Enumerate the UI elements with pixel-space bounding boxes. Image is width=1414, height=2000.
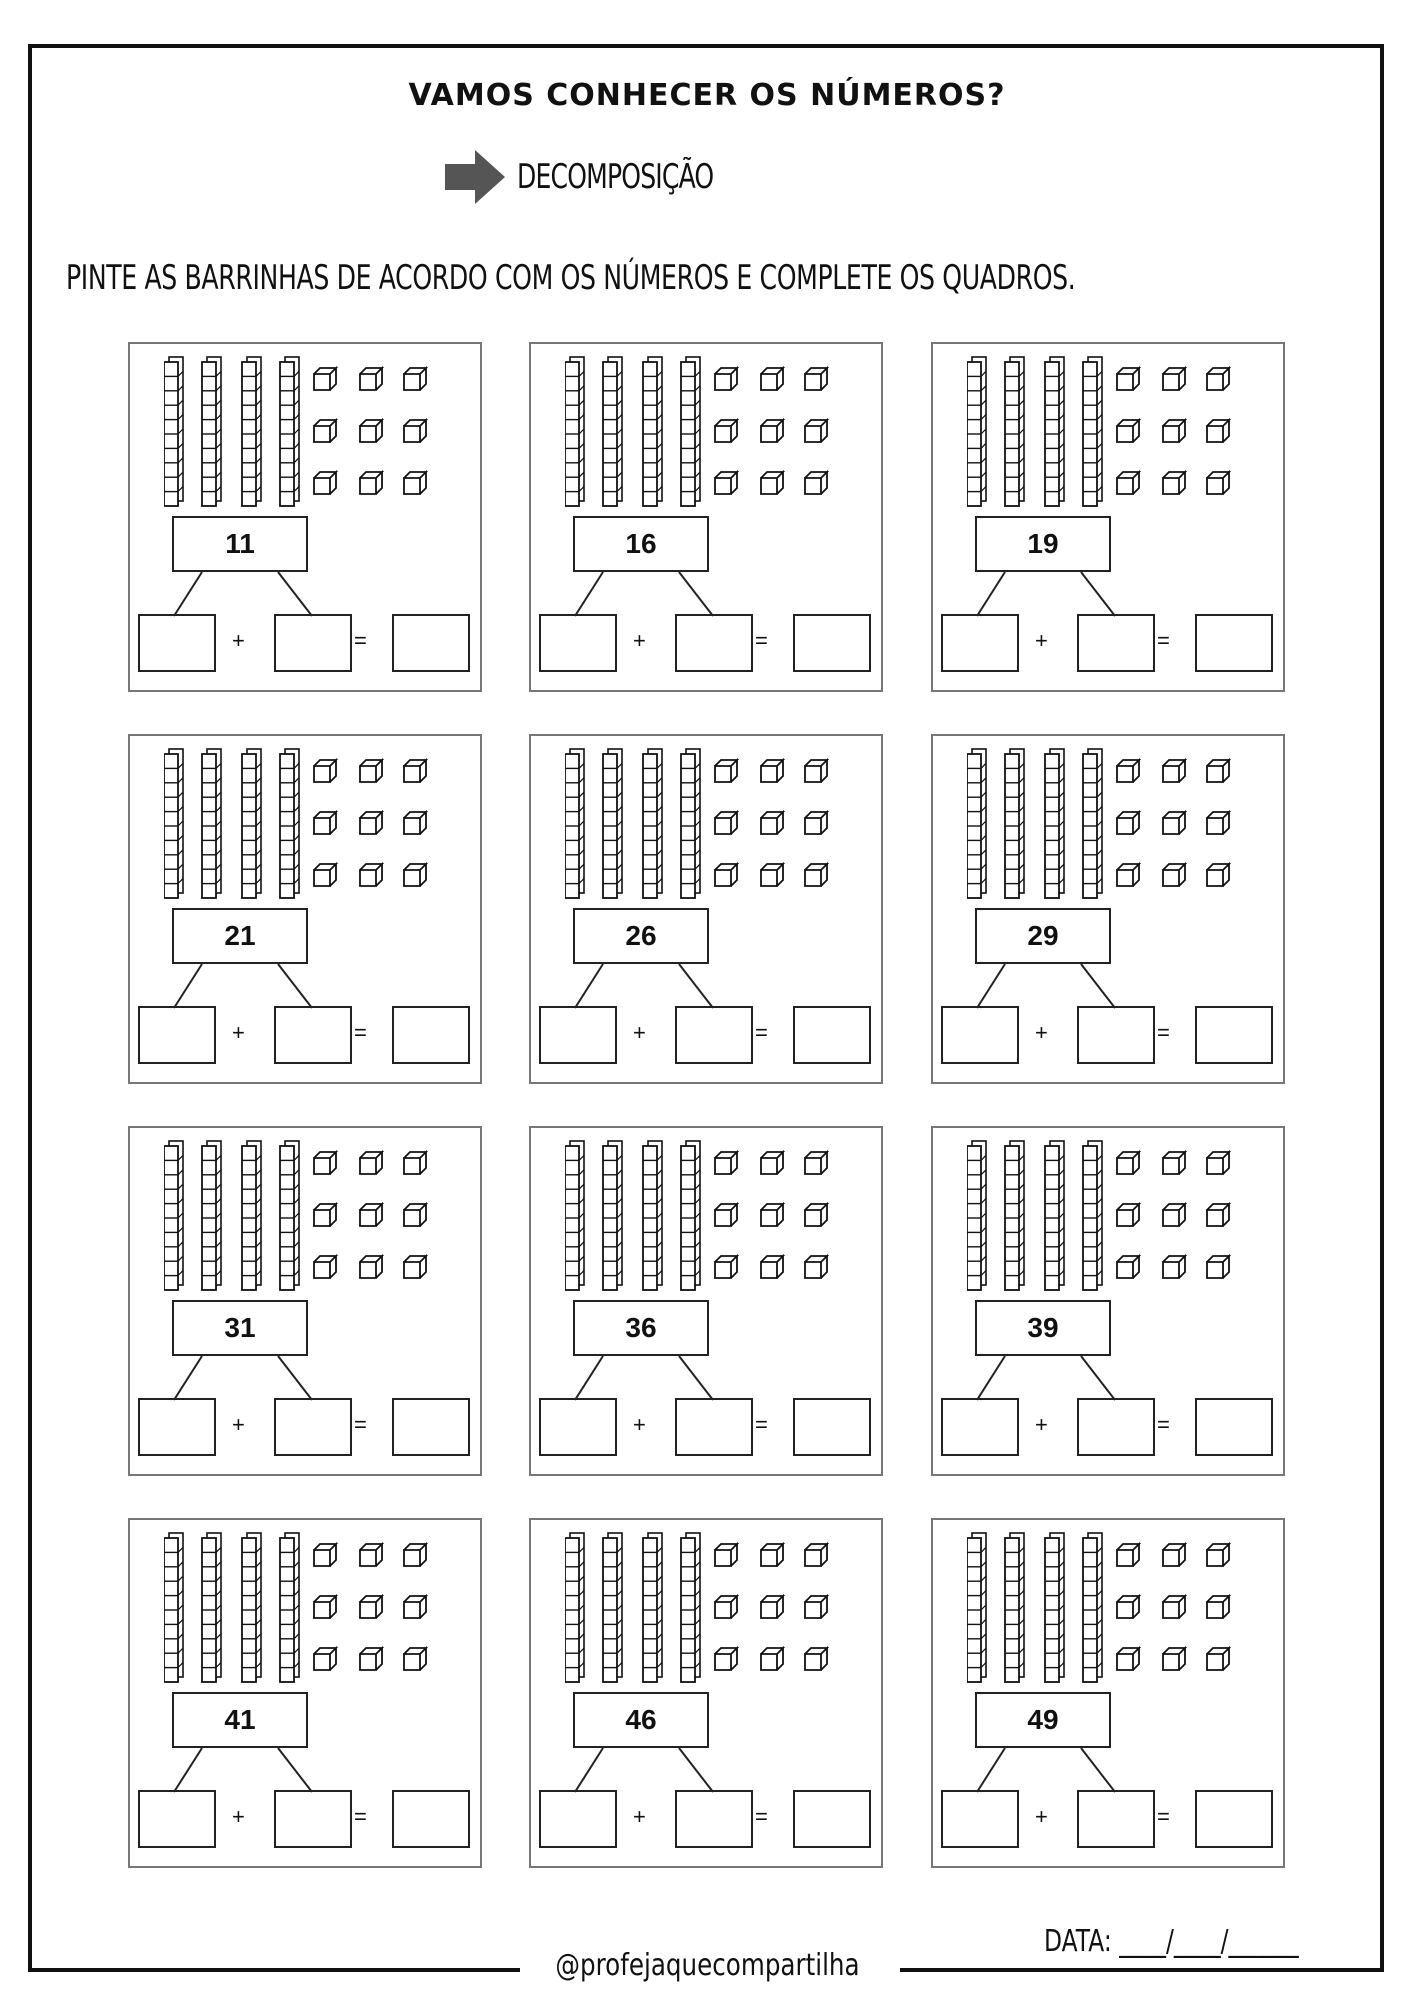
- total-answer-box[interactable]: [793, 614, 871, 672]
- target-number: 46: [573, 1692, 709, 1748]
- units-answer-box[interactable]: [1077, 1790, 1155, 1848]
- target-number: 39: [975, 1300, 1111, 1356]
- equals-sign: =: [1157, 1020, 1170, 1045]
- total-answer-box[interactable]: [793, 1398, 871, 1456]
- tens-answer-box[interactable]: [941, 1006, 1019, 1064]
- total-answer-box[interactable]: [1195, 1790, 1273, 1848]
- tens-answer-box[interactable]: [539, 1398, 617, 1456]
- exercise-card: [931, 734, 1285, 1084]
- exercise-card: [128, 342, 482, 692]
- total-answer-box[interactable]: [793, 1790, 871, 1848]
- target-number: 36: [573, 1300, 709, 1356]
- plus-sign: +: [1035, 1804, 1048, 1829]
- exercise-card: [529, 734, 883, 1084]
- target-number: 49: [975, 1692, 1111, 1748]
- plus-sign: +: [232, 1020, 245, 1045]
- tens-answer-box[interactable]: [539, 1006, 617, 1064]
- equals-sign: =: [354, 1804, 367, 1829]
- equals-sign: =: [755, 628, 768, 653]
- total-answer-box[interactable]: [793, 1006, 871, 1064]
- target-number: 31: [172, 1300, 308, 1356]
- plus-sign: +: [633, 1412, 646, 1437]
- equals-sign: =: [1157, 1412, 1170, 1437]
- tens-answer-box[interactable]: [539, 1790, 617, 1848]
- equals-sign: =: [354, 1412, 367, 1437]
- target-number: 26: [573, 908, 709, 964]
- equals-sign: =: [755, 1412, 768, 1437]
- plus-sign: +: [633, 1804, 646, 1829]
- subtitle-row: [445, 150, 756, 204]
- equals-sign: =: [354, 1020, 367, 1045]
- exercise-card: [529, 342, 883, 692]
- units-answer-box[interactable]: [675, 1790, 753, 1848]
- plus-sign: +: [1035, 1412, 1048, 1437]
- subtitle: DECOMPOSIÇÃO: [517, 157, 714, 197]
- plus-sign: +: [633, 628, 646, 653]
- units-answer-box[interactable]: [274, 1790, 352, 1848]
- equals-sign: =: [755, 1804, 768, 1829]
- total-answer-box[interactable]: [392, 614, 470, 672]
- units-answer-box[interactable]: [274, 1398, 352, 1456]
- equals-sign: =: [1157, 628, 1170, 653]
- units-answer-box[interactable]: [1077, 1398, 1155, 1456]
- tens-answer-box[interactable]: [138, 1790, 216, 1848]
- exercise-card: [931, 1518, 1285, 1868]
- exercise-card: [529, 1126, 883, 1476]
- total-answer-box[interactable]: [1195, 1398, 1273, 1456]
- total-answer-box[interactable]: [392, 1006, 470, 1064]
- equals-sign: =: [755, 1020, 768, 1045]
- arrow-right-icon: [445, 150, 505, 204]
- plus-sign: +: [1035, 628, 1048, 653]
- plus-sign: +: [232, 1804, 245, 1829]
- plus-sign: +: [232, 1412, 245, 1437]
- target-number: 16: [573, 516, 709, 572]
- exercise-card: [931, 1126, 1285, 1476]
- units-answer-box[interactable]: [1077, 1006, 1155, 1064]
- target-number: 19: [975, 516, 1111, 572]
- units-answer-box[interactable]: [274, 1006, 352, 1064]
- exercise-card: [128, 1126, 482, 1476]
- equals-sign: =: [354, 628, 367, 653]
- tens-answer-box[interactable]: [539, 614, 617, 672]
- target-number: 21: [172, 908, 308, 964]
- instruction-text: PINTE AS BARRINHAS DE ACORDO COM OS NÚMEROS E COMPLETE OS QUADROS.: [66, 258, 1076, 298]
- exercise-card: [931, 342, 1285, 692]
- tens-answer-box[interactable]: [138, 1006, 216, 1064]
- date-field[interactable]: DATA: ____/____/______: [1044, 1924, 1299, 1959]
- total-answer-box[interactable]: [392, 1398, 470, 1456]
- tens-answer-box[interactable]: [138, 614, 216, 672]
- tens-answer-box[interactable]: [138, 1398, 216, 1456]
- plus-sign: +: [1035, 1020, 1048, 1045]
- total-answer-box[interactable]: [392, 1790, 470, 1848]
- target-number: 29: [975, 908, 1111, 964]
- exercise-card: [529, 1518, 883, 1868]
- exercise-card: [128, 1518, 482, 1868]
- units-answer-box[interactable]: [274, 614, 352, 672]
- tens-answer-box[interactable]: [941, 1398, 1019, 1456]
- units-answer-box[interactable]: [675, 614, 753, 672]
- total-answer-box[interactable]: [1195, 1006, 1273, 1064]
- units-answer-box[interactable]: [675, 1006, 753, 1064]
- plus-sign: +: [633, 1020, 646, 1045]
- tens-answer-box[interactable]: [941, 1790, 1019, 1848]
- footer-credit: [0, 1948, 1414, 1983]
- total-answer-box[interactable]: [1195, 614, 1273, 672]
- exercise-card: [128, 734, 482, 1084]
- units-answer-box[interactable]: [1077, 614, 1155, 672]
- target-number: 41: [172, 1692, 308, 1748]
- units-answer-box[interactable]: [675, 1398, 753, 1456]
- tens-answer-box[interactable]: [941, 614, 1019, 672]
- page-title: VAMOS CONHECER OS NÚMEROS?: [408, 78, 1006, 113]
- footer-text: @profejaquecompartilha: [554, 1948, 860, 1983]
- plus-sign: +: [232, 628, 245, 653]
- equals-sign: =: [1157, 1804, 1170, 1829]
- target-number: 11: [172, 516, 308, 572]
